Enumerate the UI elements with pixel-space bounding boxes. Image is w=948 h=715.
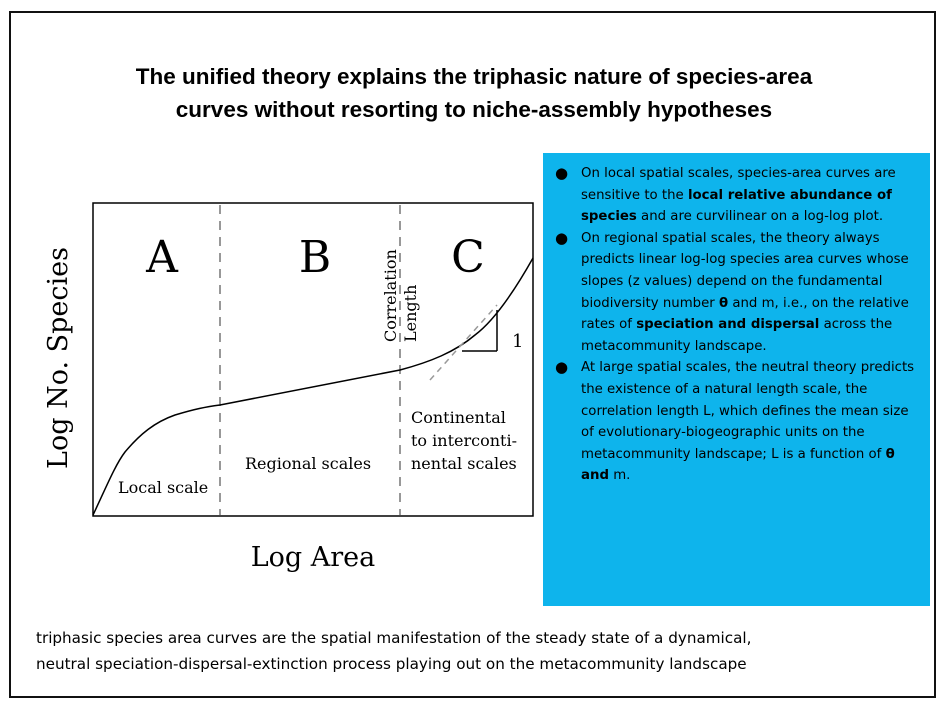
- title-line-2: curves without resorting to niche-assembly hypotheses: [175, 97, 773, 122]
- y-axis-label: Log No. Species: [43, 247, 74, 469]
- region-a-label: A: [146, 232, 178, 283]
- bullet-dot-icon: ●: [555, 358, 569, 377]
- correlation-length-label: [381, 249, 420, 342]
- bullet-1-text: On local spatial scales, species-area curves are sensitive to the: [581, 166, 896, 203]
- continental-line-2: to interconti-: [411, 431, 517, 450]
- correlation-line-2: Length: [401, 284, 420, 342]
- bullet-2-bold: speciation and dispersal: [636, 317, 820, 333]
- bullet-3-text: At large spatial scales, the neutral theory predicts the existence of a natural length scale, the correlation length L, which defines the mean size of evolutionary-biogeographic units on the metacommunity landscape; L is a function of: [581, 360, 915, 462]
- bullet-2-text-mid: and m, i.e., on the relative rates of: [581, 295, 909, 333]
- bullet-regional-scales: [555, 228, 922, 358]
- bullet-1-text-end: and are curvilinear on a log-log plot.: [636, 209, 884, 225]
- bullet-dot-icon: ●: [555, 228, 569, 247]
- region-b-label: B: [298, 232, 332, 283]
- correlation-line-1: Correlation: [381, 249, 400, 342]
- footer-line-2: neutral speciation-dispersal-extinction process playing out on the metacommunity landscape: [36, 655, 747, 673]
- tangent-line: [430, 305, 497, 380]
- bullet-dot-icon: ●: [555, 164, 569, 182]
- bullet-1-bold: local relative abundance of species: [581, 187, 892, 225]
- footer-caption: [36, 625, 916, 677]
- title-line-1: The unified theory explains the triphasic nature of species-area: [135, 64, 813, 89]
- info-panel: [543, 153, 930, 606]
- x-axis-label: Log Area: [250, 542, 376, 573]
- continental-line-1: Continental: [411, 408, 506, 427]
- bullet-3-bold: θ and: [581, 446, 895, 484]
- bullet-2-text: On regional spatial scales, the theory always predicts linear log-log species area curves whose slopes (z values) depend on the fundamental biodiversity number: [581, 230, 909, 311]
- species-area-curve: [93, 258, 533, 515]
- local-scale-label: Local scale: [118, 478, 209, 497]
- bullet-2-theta: θ: [718, 295, 729, 311]
- continental-line-3: nental scales: [411, 454, 517, 473]
- bullet-2-text-end: across the metacommunity landscape.: [581, 317, 893, 354]
- slope-label: 1: [512, 331, 524, 352]
- region-c-label: C: [451, 232, 485, 283]
- bullet-local-scales: [555, 163, 922, 228]
- footer-line-1: triphasic species area curves are the spatial manifestation of the steady state of a dynamical,: [36, 629, 752, 647]
- bullet-large-scales: [555, 357, 922, 487]
- regional-scales-label: Regional scales: [245, 454, 372, 473]
- bullet-3-text-end: m.: [608, 468, 631, 484]
